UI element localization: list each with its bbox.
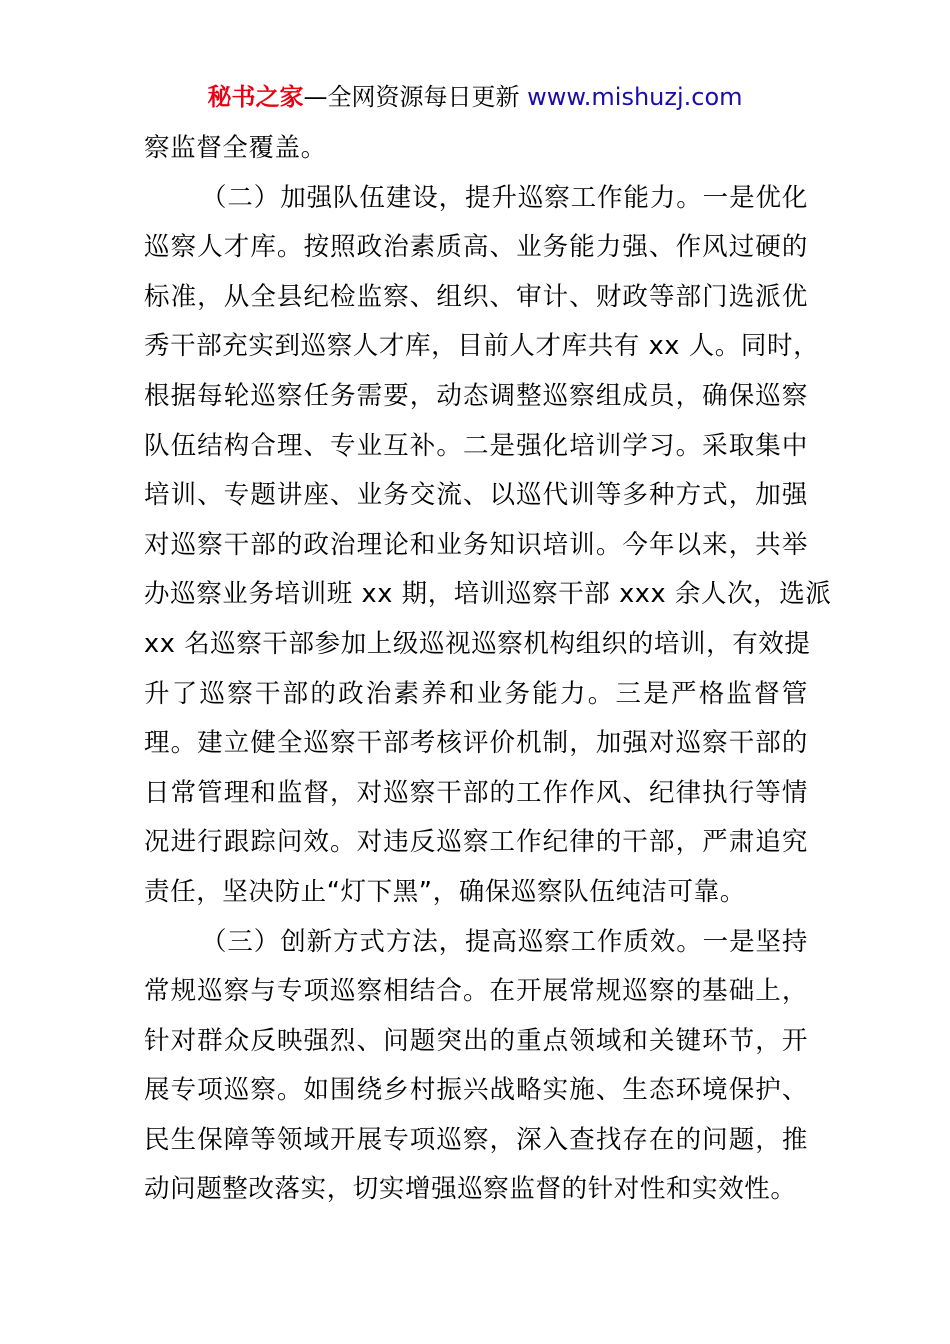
document-body	[144, 124, 832, 1215]
text-line: 理。建立健全巡察干部考核评价机制，加强对巡察干部的	[144, 728, 808, 759]
text-line: xx 名巡察干部参加上级巡视巡察机构组织的培训，有效提	[144, 628, 811, 659]
text-line: 日常管理和监督，对巡察干部的工作作风、纪律执行等情	[144, 777, 808, 808]
site-tagline: —全网资源每日更新	[303, 83, 528, 111]
text-line: 培训、专题讲座、业务交流、以巡代训等多种方式，加强	[144, 480, 808, 511]
section-heading-line: （三）创新方式方法，提高巡察工作质效。一是坚持	[201, 926, 808, 957]
text-line: 升了巡察干部的政治素养和业务能力。三是严格监督管	[144, 678, 808, 709]
site-header	[0, 80, 950, 114]
text-line: 况进行跟踪问效。对违反巡察工作纪律的干部，严肃追究	[144, 827, 808, 858]
text-line: 秀干部充实到巡察人才库，目前人才库共有 xx 人。同时，	[144, 331, 820, 362]
text-line: 对巡察干部的政治理论和业务知识培训。今年以来，共举	[144, 529, 808, 560]
text-line: 责任，坚决防止“灯下黑”，确保巡察队伍纯洁可靠。	[144, 876, 746, 907]
site-url-link[interactable]: www.mishuzj.com	[527, 83, 743, 111]
text-line: 动问题整改落实，切实增强巡察监督的针对性和实效性。	[144, 1174, 797, 1205]
text-line: 展专项巡察。如围绕乡村振兴战略实施、生态环境保护、	[144, 1075, 808, 1106]
site-brand: 秘书之家	[207, 83, 304, 111]
text-line: 标准，从全县纪检监察、组织、审计、财政等部门选派优	[144, 281, 808, 312]
text-line: 巡察人才库。按照政治素质高、业务能力强、作风过硬的	[144, 232, 808, 263]
text-line: 察监督全覆盖。	[144, 133, 327, 163]
text-line: 办巡察业务培训班 xx 期，培训巡察干部 xxx 余人次，选派	[144, 579, 832, 610]
text-line: 民生保障等领域开展专项巡察，深入查找存在的问题，推	[144, 1124, 808, 1155]
text-line: 常规巡察与专项巡察相结合。在开展常规巡察的基础上，	[144, 976, 808, 1007]
section-heading-line: （二）加强队伍建设，提升巡察工作能力。一是优化	[201, 182, 808, 213]
text-line: 队伍结构合理、专业互补。二是强化培训学习。采取集中	[144, 430, 808, 461]
text-line: 针对群众反映强烈、问题突出的重点领域和关键环节，开	[144, 1025, 808, 1056]
text-line: 根据每轮巡察任务需要，动态调整巡察组成员，确保巡察	[144, 380, 808, 411]
